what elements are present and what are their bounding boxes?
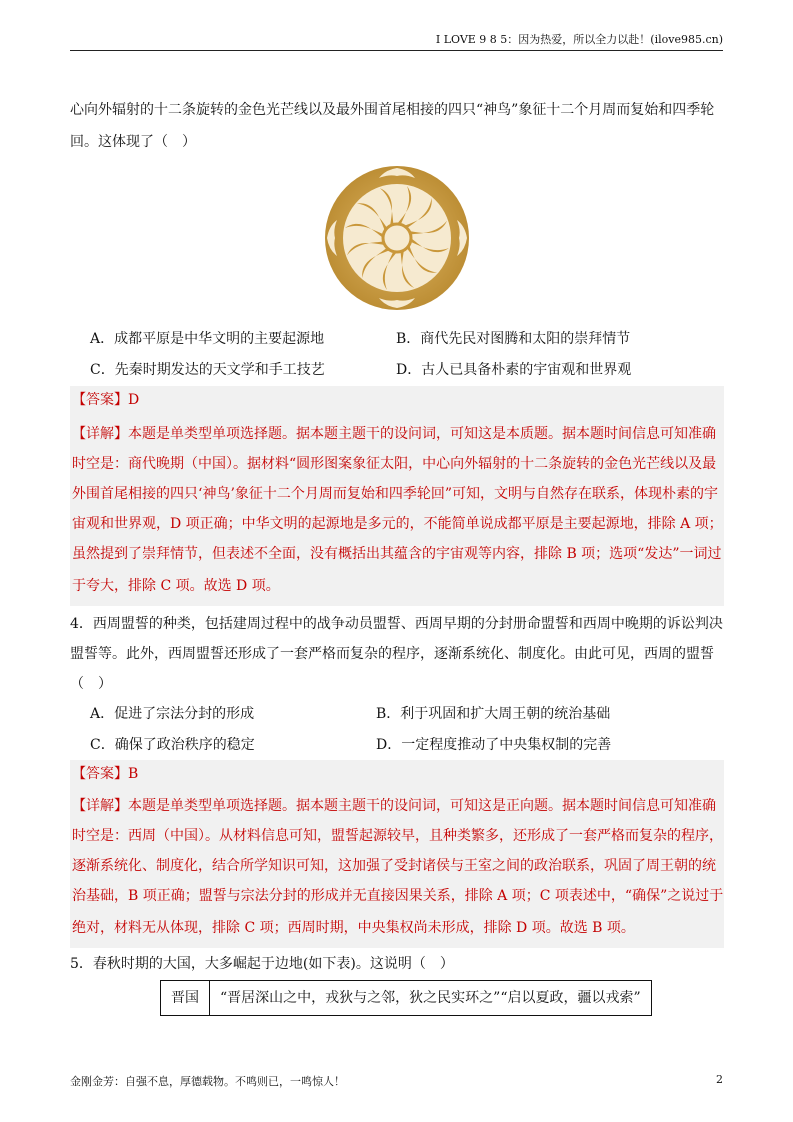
q4-option-d[interactable]: D．一定程度推动了中央集权制的完善: [376, 737, 612, 753]
q5-stem: 5．春秋时期的大国，大多崛起于边地(如下表)。这说明（ ）: [70, 956, 454, 972]
q5-table-quote: “晋居深山之中，戎狄与之邻，狄之民实环之”“启以夏政，疆以戎索”: [210, 981, 652, 1016]
q3-stem-line-1: 心向外辐射的十二条旋转的金色光芒线以及最外围首尾相接的四只“神鸟”象征十二个月周而复始和四季轮: [70, 102, 715, 118]
table-row: [161, 981, 652, 1016]
q4-option-c[interactable]: C．确保了政治秩序的稳定: [90, 737, 255, 753]
q4-option-a[interactable]: A．促进了宗法分封的形成: [90, 706, 255, 722]
q3-detail-line-2: 时空是：商代晚期（中国）。据材料“圆形图案象征太阳，中心向外辐射的十二条旋转的金色光芒线以及最: [72, 456, 717, 472]
q4-stem-line-2: 盟誓等。此外，西周盟誓还形成了一套严格而复杂的程序，逐渐系统化、制度化。由此可见，西周的盟誓: [70, 646, 714, 662]
q4-stem-line-3: （ ）: [70, 676, 112, 692]
page-header: [70, 32, 723, 51]
q4-detail-line-1: 【详解】本题是单类型单项选择题。据本题主题干的设问词，可知这是正向题。据本题时间信息可知准确: [72, 798, 716, 814]
q4-option-b[interactable]: B．利于巩固和扩大周王朝的统治基础: [376, 706, 611, 722]
q3-answer: 【答案】D: [72, 392, 140, 408]
q3-detail-line-5: 虽然提到了崇拜情节，但表述不全面，没有概括出其蕴含的宇宙观等内容，排除 B 项；选项“发达”一词过: [72, 546, 722, 562]
q3-detail-line-1: 【详解】本题是单类型单项选择题。据本题主题干的设问词，可知这是本质题。据本题时间信息可知准确: [72, 426, 716, 442]
q3-detail-line-3: 外围首尾相接的四只‘神鸟’象征十二个月周而复始和四季轮回”可知，文明与自然存在联系，体现朴素的宇: [72, 486, 719, 502]
page-number: 2: [716, 1073, 723, 1086]
q4-answer: 【答案】B: [72, 766, 139, 782]
q3-detail-line-6: 于夸大，排除 C 项。故选 D 项。: [72, 578, 280, 594]
q4-answer-block: [70, 760, 724, 948]
q4-detail-line-4: 治基础，B 项正确；盟誓与宗法分封的形成并无直接因果关系，排除 A 项；C 项表述中，“确保”之说过于: [72, 888, 724, 904]
q3-answer-block: [70, 386, 724, 606]
q3-stem-line-2: 回。这体现了（ ）: [70, 134, 196, 150]
q3-detail-line-4: 宙观和世界观，D 项正确；中华文明的起源地是多元的，不能简单说成都平原是主要起源地，排除 A 项；: [72, 516, 723, 532]
q3-option-c[interactable]: C．先秦时期发达的天文学和手工技艺: [90, 362, 325, 378]
q3-option-b[interactable]: B．商代先民对图腾和太阳的崇拜情节: [396, 331, 631, 347]
q4-detail-line-2: 时空是：西周（中国）。从材料信息可知，盟誓起源较早，且种类繁多，还形成了一套严格而复杂的程序，: [72, 828, 723, 844]
q4-detail-line-5: 绝对，材料无从体现，排除 C 项；西周时期，中央集权尚未形成，排除 D 项。故选 B 项。: [72, 920, 635, 936]
footer-motto: 金刚金芳：自强不息，厚德载物。不鸣则已，一鸣惊人！: [70, 1075, 345, 1088]
q3-option-d[interactable]: D．古人已具备朴素的宇宙观和世界观: [396, 362, 632, 378]
q5-table: [160, 980, 652, 1016]
q4-detail-line-3: 逐渐系统化、制度化，结合所学知识可知，这加强了受封诸侯与王室之间的政治联系，巩固了周王朝的统: [72, 858, 716, 874]
q5-table-state: 晋国: [161, 981, 210, 1016]
q4-stem-line-1: 4．西周盟誓的种类，包括建周过程中的战争动员盟誓、西周早期的分封册命盟誓和西周中晚期的诉讼判决: [70, 616, 723, 632]
q3-option-a[interactable]: A．成都平原是中华文明的主要起源地: [90, 331, 325, 347]
golden-sun-bird-disc-icon: [317, 162, 477, 314]
page-footer: [70, 1073, 723, 1089]
header-text: I LOVE 9 8 5：因为热爱，所以全力以赴！(ilove985.cn): [435, 33, 723, 46]
